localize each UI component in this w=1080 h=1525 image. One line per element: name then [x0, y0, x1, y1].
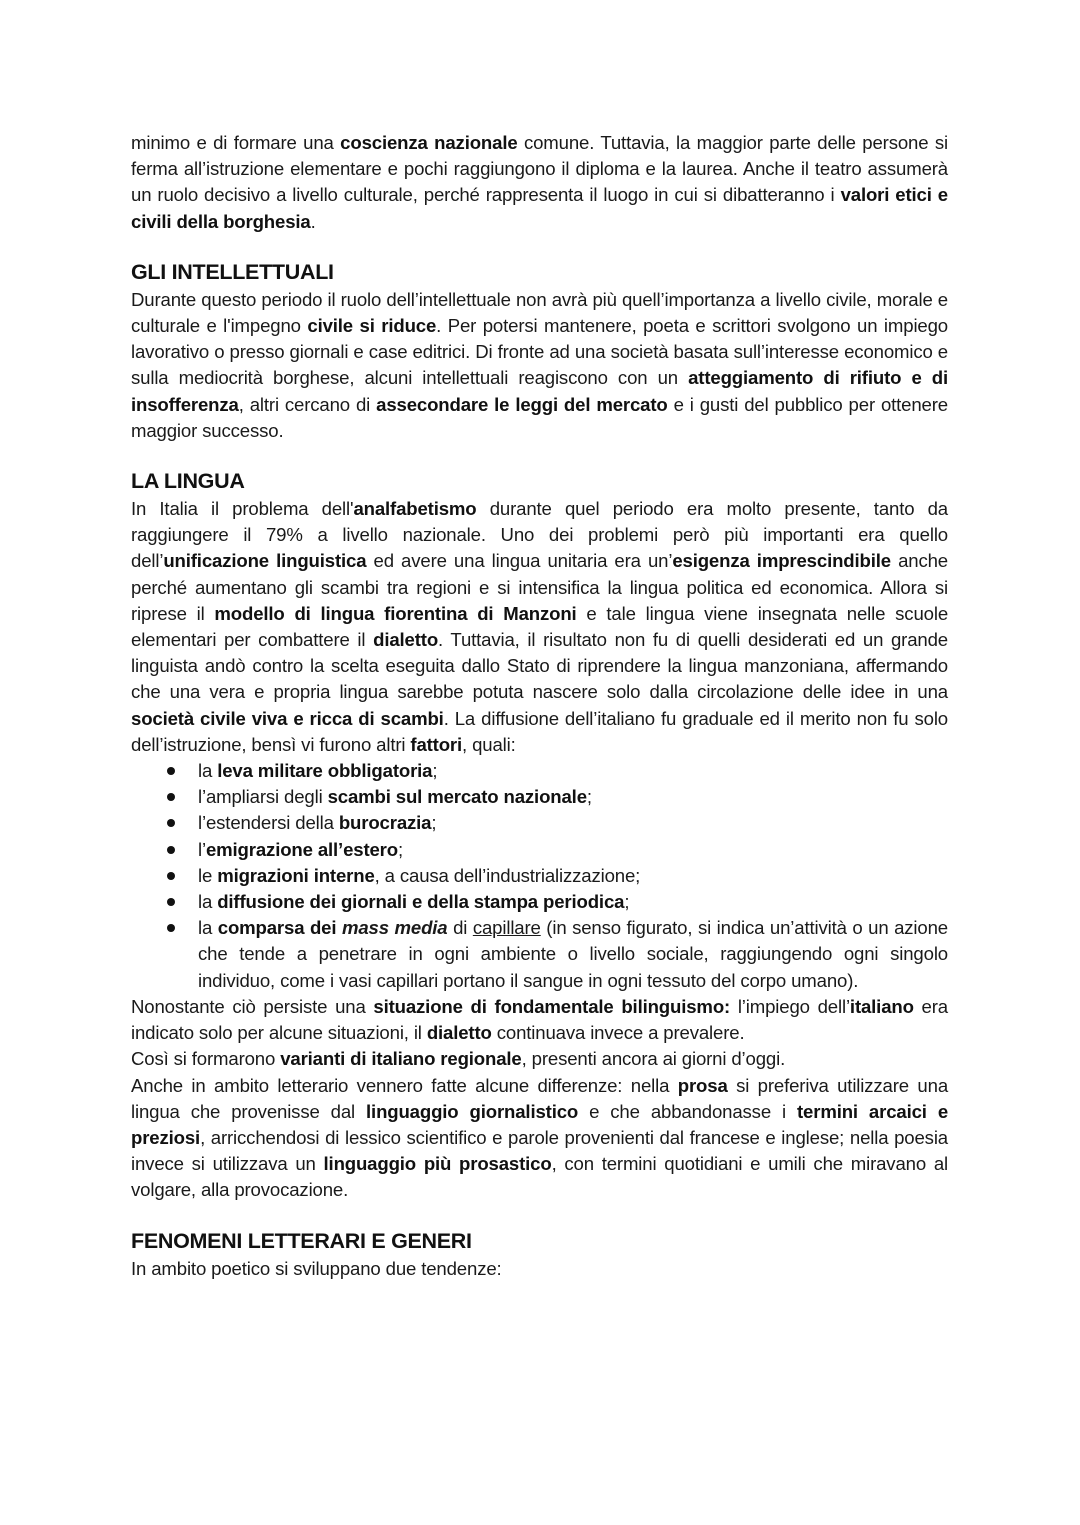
list-item: la diffusione dei giornali e della stampa periodica;	[131, 889, 948, 915]
section-gap	[131, 235, 948, 257]
bullet-icon	[167, 924, 175, 932]
bold-term: valori etici e civili della borghesia	[131, 184, 948, 232]
section-heading-lingua: LA LINGUA	[131, 469, 245, 494]
section-gap	[131, 444, 948, 466]
letterario-paragraph: Anche in ambito letterario vennero fatte alcune differenze: nella prosa si preferiva utilizzare una lingua che provenisse dal linguaggio giornalistico e che abbandonasse i termini arcaici e preziosi, arricchendosi di lessico scientifico e parole provenienti dal francese e inglese; nella poesia invece si utilizzava un linguaggio più prosastico, con termini quotidiani e umili che miravano al volgare, alla provocazione.	[131, 1074, 949, 1201]
intro-paragraph: minimo e di formare una coscienza nazionale comune. Tuttavia, la maggior parte delle persone si ferma all’istruzione elementare e pochi raggiungono il diploma e la laurea. Anche il teatro assumerà un ruolo decisivo a livello culturale, perché rappresenta il luogo in cui si dibatteranno i valori etici e civili della borghesia.	[131, 132, 948, 232]
fenomeni-paragraph: In ambito poetico si sviluppano due tendenze:	[131, 1257, 502, 1279]
document-page	[131, 130, 948, 1282]
bullet-icon	[167, 898, 175, 906]
list-item: l’estendersi della burocrazia;	[131, 810, 948, 836]
section-heading-intellettuali: GLI INTELLETTUALI	[131, 259, 334, 284]
varianti-paragraph: Così si formarono varianti di italiano regionale, presenti ancora ai giorni d’oggi.	[131, 1048, 786, 1070]
bullet-icon	[167, 846, 175, 854]
list-item: le migrazioni interne, a causa dell’industrializzazione;	[131, 863, 948, 889]
list-item: la comparsa dei mass media di capillare (in senso figurato, si indica un’attività o un azione che tende a penetrare in ogni ambiente o livello sociale, raggiungendo ogni singolo individuo, come i vasi capillari portano il sangue in ogni tessuto del corpo umano).	[131, 915, 948, 994]
list-item: l’emigrazione all’estero;	[131, 837, 948, 863]
section-gap	[131, 1204, 948, 1226]
list-item: l’ampliarsi degli scambi sul mercato nazionale;	[131, 784, 948, 810]
intellettuali-paragraph: Durante questo periodo il ruolo dell’intellettuale non avrà più quell’importanza a livello civile, morale e culturale e l'impegno civile si riduce. Per potersi mantenere, poeta e scrittori svolgono un impiego lavorativo o presso giornali e case editrici. Di fronte ad una società basata sull’interesse economico e sulla mediocrità borghese, alcuni intellettuali reagiscono con un atteggiamento di rifiuto e di insofferenza, altri cercano di assecondare le leggi del mercato e i gusti del pubblico per ottenere maggior successo.	[131, 288, 948, 441]
bullet-icon	[167, 793, 175, 801]
list-item: la leva militare obbligatoria;	[131, 758, 948, 784]
bilinguismo-paragraph: Nonostante ciò persiste una situazione di fondamentale bilinguismo: l’impiego dell’italiano era indicato solo per alcune situazioni, il dialetto continuava invece a prevalere.	[131, 995, 948, 1044]
lingua-paragraph: In Italia il problema dell'analfabetismo durante quel periodo era molto presente, tanto da raggiungere il 79% a livello nazionale. Uno dei problemi però più importanti era quello dell’unificazione linguistica ed avere una lingua unitaria era un’esigenza imprescindibile anche perché aumentano gli scambi tra regioni e si intensifica la lingua politica ed economica. Allora si riprese il modello di lingua fiorentina di Manzoni e tale lingua viene insegnata nelle scuole elementari per combattere il dialetto. Tuttavia, il risultato non fu di quelli desiderati ed un grande linguista andò contro la scelta eseguita dallo Stato di riprendere la lingua manzoniana, affermando che una vera e propria lingua sarebbe potuta nascere solo dalla circolazione delle idee in una società civile viva e ricca di scambi. La diffusione dell’italiano fu graduale ed il merito non fu solo dell’istruzione, bensì vi furono altri fattori, quali:	[131, 498, 949, 755]
bullet-icon	[167, 819, 175, 827]
bold-term: coscienza nazionale	[340, 132, 518, 153]
bullet-icon	[167, 872, 175, 880]
bullet-icon	[167, 767, 175, 775]
factors-list	[131, 758, 948, 994]
section-heading-fenomeni: FENOMENI LETTERARI E GENERI	[131, 1228, 472, 1253]
underlined-term: capillare	[472, 917, 541, 939]
